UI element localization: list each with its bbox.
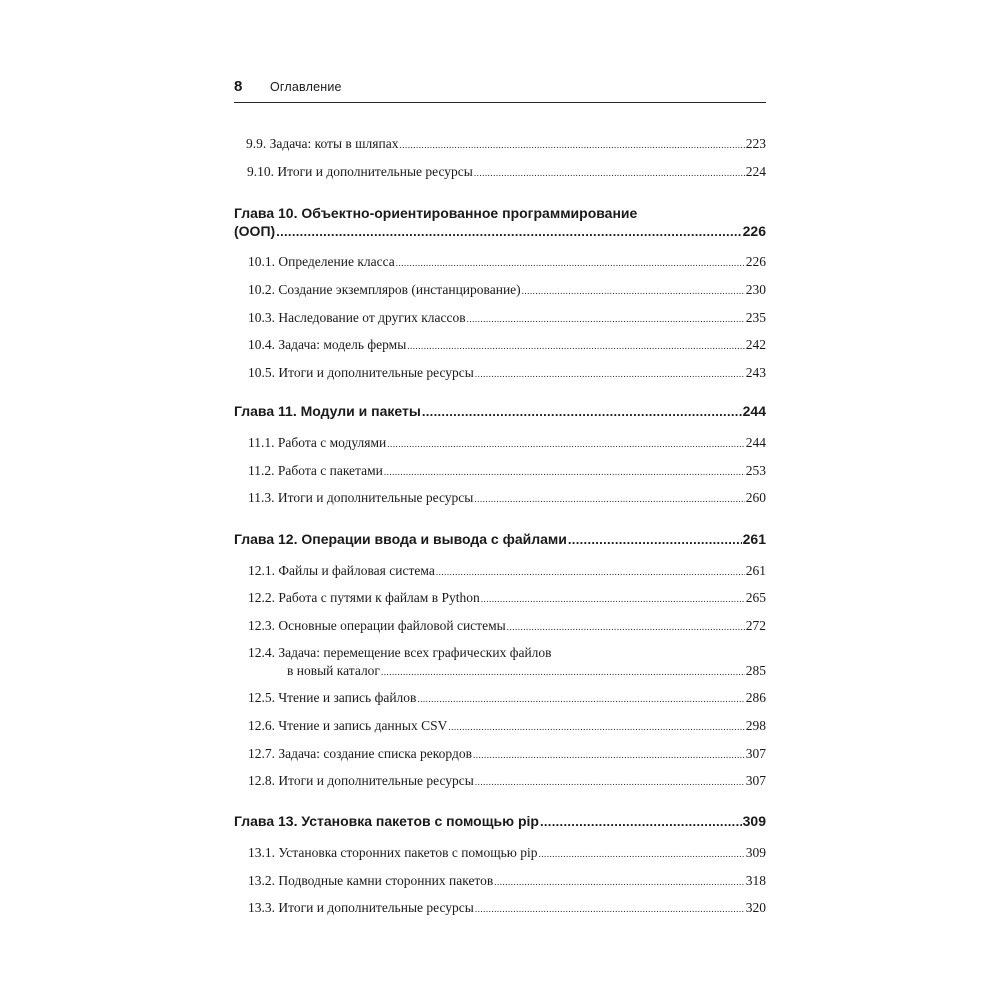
- toc-entry-label: 12.2. Работа с путями к файлам в Python: [248, 590, 480, 605]
- toc-entry-12-1: [248, 563, 766, 579]
- toc-entry-label: 13.3. Итоги и дополнительные ресурсы: [248, 900, 474, 915]
- toc-entry-page: 307: [745, 746, 766, 761]
- dot-leader: [384, 467, 745, 477]
- toc-entry-page: 242: [745, 337, 766, 352]
- toc-entry-12-5: [248, 690, 766, 706]
- toc-entry-page: 226: [742, 223, 766, 239]
- dot-leader: [396, 258, 745, 268]
- toc-entry-9-9: [246, 136, 766, 152]
- toc-entry-page: 265: [745, 590, 766, 605]
- dot-leader: [467, 314, 745, 324]
- toc-entry-12-7: [248, 746, 766, 762]
- toc-entry-label: 10.1. Определение класса: [248, 254, 395, 269]
- chapter-10-title-line2: (ООП): [234, 223, 276, 239]
- toc-entry-11-1: [248, 435, 766, 451]
- toc-entry-page: 223: [745, 136, 766, 151]
- dot-leader: [568, 532, 742, 547]
- toc-entry-page: 243: [745, 365, 766, 380]
- toc-entry-page: 318: [745, 873, 766, 888]
- dot-leader: [407, 341, 744, 351]
- running-head-title: Оглавление: [270, 80, 342, 94]
- toc-entry-label-line2: в новый каталог: [287, 663, 380, 678]
- toc-entry-page: 244: [742, 403, 766, 419]
- chapter-10-title-line1: Глава 10. Объектно-ориентированное программирование: [234, 205, 638, 221]
- toc-entry-9-10: [247, 164, 766, 180]
- toc-entry-13-3: [248, 900, 766, 916]
- dot-leader: [276, 224, 741, 239]
- toc-entry-page: 260: [745, 490, 766, 505]
- toc-chapter-11: [234, 403, 766, 419]
- toc-entry-page: 261: [742, 531, 766, 547]
- toc-entry-11-2: [248, 463, 766, 479]
- dot-leader: [507, 622, 745, 632]
- toc-entry-label: 13.1. Установка сторонних пакетов с помощью pip: [248, 845, 538, 860]
- toc-entry-label: 10.2. Создание экземпляров (инстанцирование): [248, 282, 521, 297]
- dot-leader: [474, 168, 745, 178]
- dot-leader: [475, 904, 745, 914]
- toc-entry-page: 261: [745, 563, 766, 578]
- toc-entry-label: 10.5. Итоги и дополнительные ресурсы: [248, 365, 474, 380]
- dot-leader: [522, 286, 745, 296]
- chapter-title: Глава 11. Модули и пакеты: [234, 403, 421, 419]
- toc-entry-10-5: [248, 365, 766, 381]
- toc-entry-page: 226: [745, 254, 766, 269]
- toc-entry-page: 253: [745, 463, 766, 478]
- dot-leader: [481, 594, 745, 604]
- toc-entry-page: 224: [745, 164, 766, 179]
- toc-entry-10-3: [248, 310, 766, 326]
- toc-entry-13-1: [248, 845, 766, 861]
- dot-leader: [475, 777, 745, 787]
- toc-entry-12-8: [248, 773, 766, 789]
- toc-entry-label: 9.9. Задача: коты в шляпах: [246, 136, 399, 151]
- dot-leader: [422, 404, 742, 419]
- toc-entry-page: 320: [745, 900, 766, 915]
- toc-entry-12-4-line1: 12.4. Задача: перемещение всех графических файлов: [248, 645, 552, 660]
- toc-entry-page: 307: [745, 773, 766, 788]
- toc-entry-page: 272: [745, 618, 766, 633]
- toc-entry-label: 12.7. Задача: создание списка рекордов: [248, 746, 472, 761]
- toc-entry-label: 12.1. Файлы и файловая система: [248, 563, 435, 578]
- running-head: [234, 78, 766, 103]
- toc-entry-label: 10.3. Наследование от других классов: [248, 310, 466, 325]
- toc-entry-label: 12.8. Итоги и дополнительные ресурсы: [248, 773, 474, 788]
- toc-entry-13-2: [248, 873, 766, 889]
- dot-leader: [381, 667, 745, 677]
- chapter-title: Глава 13. Установка пакетов с помощью pip: [234, 813, 539, 829]
- toc-entry-12-2: [248, 590, 766, 606]
- toc-entry-12-4: [287, 663, 766, 679]
- dot-leader: [475, 369, 745, 379]
- dot-leader: [448, 722, 744, 732]
- toc-entry-12-3: [248, 618, 766, 634]
- toc-chapter-12: [234, 531, 766, 547]
- dot-leader: [436, 567, 745, 577]
- toc-entry-10-4: [248, 337, 766, 353]
- toc-entry-label: 10.4. Задача: модель фермы: [248, 337, 407, 352]
- toc-chapter-13: [234, 813, 766, 829]
- chapter-title: Глава 12. Операции ввода и вывода с файлами: [234, 531, 567, 547]
- toc-entry-label: 11.3. Итоги и дополнительные ресурсы: [248, 490, 474, 505]
- dot-leader: [494, 877, 744, 887]
- book-page: [234, 78, 766, 103]
- toc-entry-label: 9.10. Итоги и дополнительные ресурсы: [247, 164, 473, 179]
- toc-entry-10-1: [248, 254, 766, 270]
- toc-entry-12-6: [248, 718, 766, 734]
- dot-leader: [540, 814, 742, 829]
- toc-chapter-10: [234, 223, 766, 239]
- toc-entry-10-2: [248, 282, 766, 298]
- dot-leader: [474, 494, 744, 504]
- toc-entry-page: 298: [745, 718, 766, 733]
- toc-entry-11-3: [248, 490, 766, 506]
- dot-leader: [387, 439, 744, 449]
- toc-entry-label: 11.1. Работа с модулями: [248, 435, 387, 450]
- toc-entry-label: 12.3. Основные операции файловой системы: [248, 618, 506, 633]
- toc-entry-label: 12.6. Чтение и запись данных CSV: [248, 718, 448, 733]
- toc-entry-page: 235: [745, 310, 766, 325]
- toc-entry-page: 230: [745, 282, 766, 297]
- toc-entry-label: 12.5. Чтение и запись файлов: [248, 690, 417, 705]
- toc-entry-page: 244: [745, 435, 766, 450]
- dot-leader: [417, 694, 744, 704]
- toc-entry-page: 286: [745, 690, 766, 705]
- page-number: 8: [234, 78, 243, 95]
- dot-leader: [539, 849, 745, 859]
- dot-leader: [473, 750, 745, 760]
- toc-entry-label: 11.2. Работа с пакетами: [248, 463, 383, 478]
- toc-entry-page: 309: [745, 845, 766, 860]
- toc-entry-label: 13.2. Подводные камни сторонних пакетов: [248, 873, 494, 888]
- toc-entry-page: 285: [745, 663, 766, 678]
- toc-entry-page: 309: [742, 813, 766, 829]
- dot-leader: [399, 140, 744, 150]
